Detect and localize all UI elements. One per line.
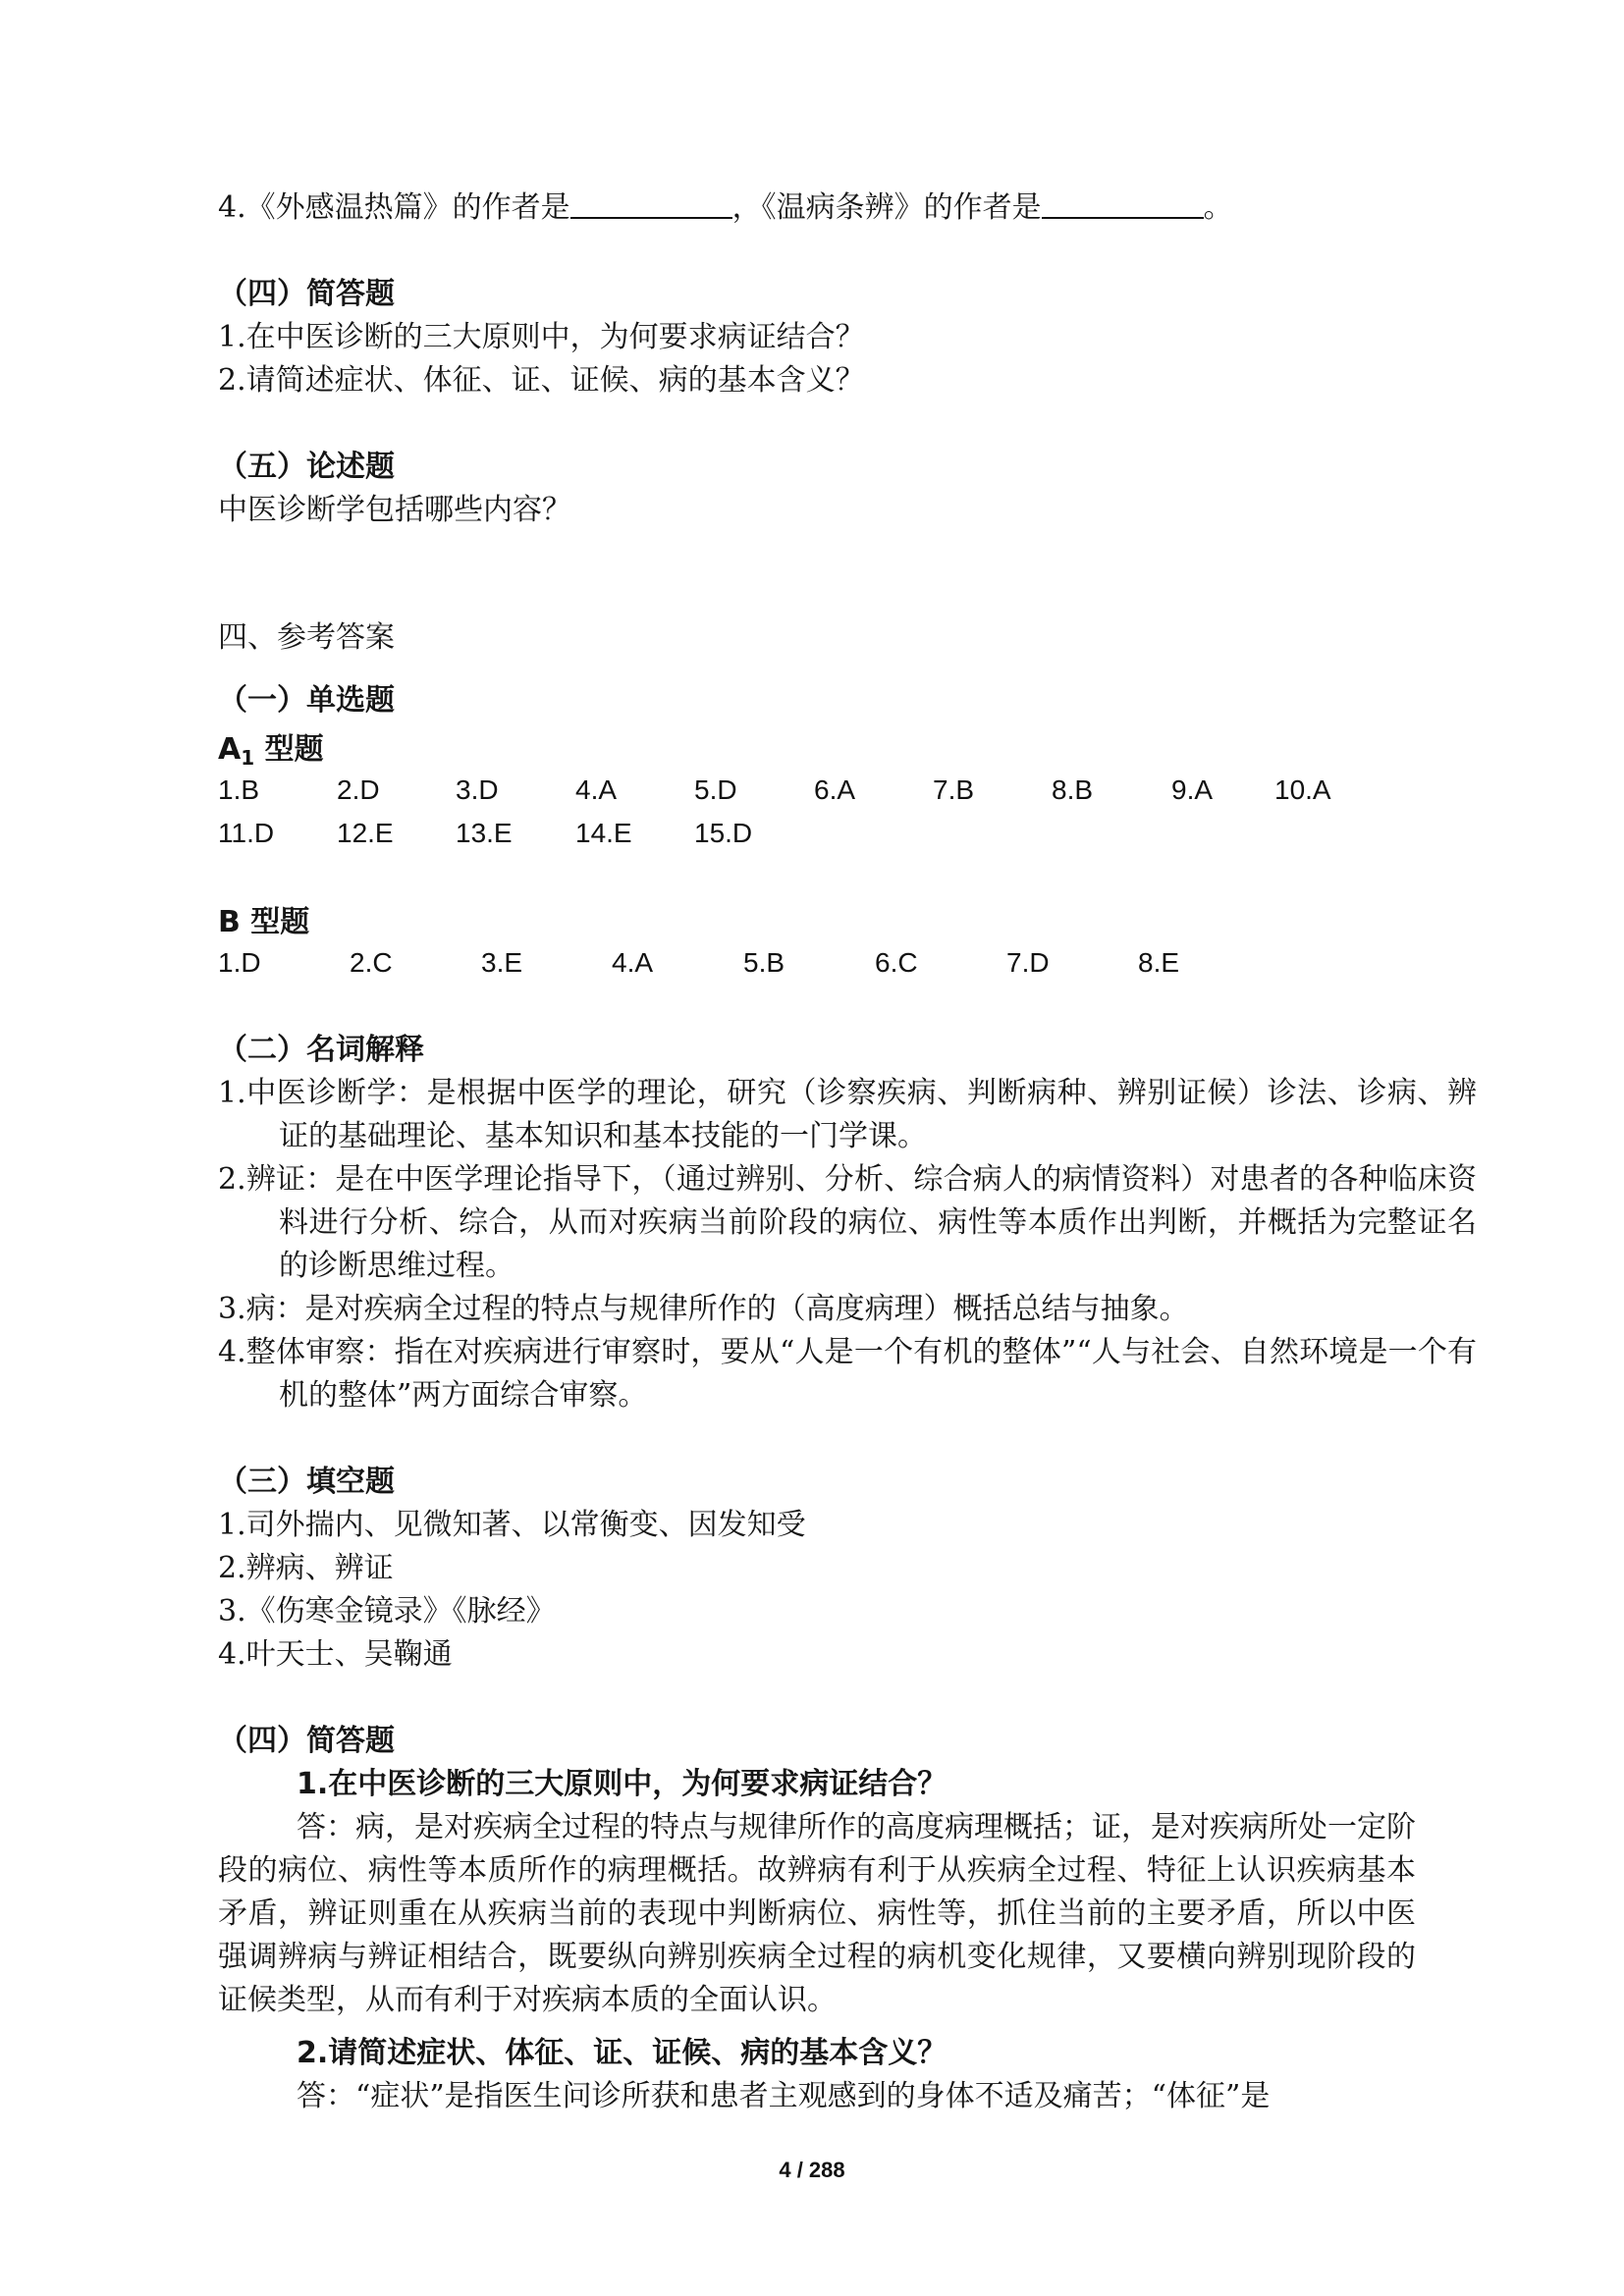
- fill-heading: （三）填空题: [218, 1465, 395, 1499]
- answer-item: 1.D: [218, 947, 261, 978]
- short-answer-question-1: 1.在中医诊断的三大原则中，为何要求病证结合？: [297, 1767, 947, 1801]
- a1-type-label: $A_1$ 型题: [218, 732, 324, 770]
- answer-item: 14.E: [575, 818, 632, 848]
- answer-item: 4.A: [575, 774, 618, 805]
- page-number: 4 / 288: [779, 2158, 845, 2182]
- answer-item: 11.D: [218, 818, 275, 848]
- short-question-2: 2.请简述症状、体征、证、证候、病的基本含义？: [218, 363, 865, 398]
- short-answer-heading: （四）简答题: [218, 277, 395, 311]
- answer-item: 7.D: [1006, 947, 1050, 978]
- b-type-label: B 型题: [218, 905, 310, 939]
- answer-item: 15.D: [694, 818, 753, 848]
- term-2: 2.辨证：是在中医学理论指导下，（通过辨别、分析、综合病人的病情资料）对患者的各种临床资料进行分析、综合，从而对疾病当前阶段的病位、病性等本质作出判断，并概括为完整证名的诊断思维过程。: [218, 1162, 1477, 1283]
- essay-heading: （五）论述题: [218, 450, 395, 484]
- short-question-1: 1.在中医诊断的三大原则中，为何要求病证结合？: [218, 320, 865, 354]
- answer-item: 7.B: [933, 774, 975, 805]
- short-answer-question-2: 2.请简述症状、体征、证、证候、病的基本含义？: [297, 2036, 947, 2070]
- answer-blank-2[interactable]: [1042, 187, 1204, 219]
- short-answers-heading: （四）简答题: [218, 1724, 395, 1758]
- short-answer-2: 答：“症状”是指医生问诊所获和患者主观感到的身体不适及痛苦；“体征”是: [297, 2079, 1271, 2113]
- term-3: 3.病：是对疾病全过程的特点与规律所作的（高度病理）概括总结与抽象。: [218, 1292, 1189, 1326]
- answer-item: 13.E: [456, 818, 513, 848]
- answer-item: 2.D: [337, 774, 380, 805]
- answer-blank-1[interactable]: [570, 187, 732, 219]
- term-1: 1.中医诊断学：是根据中医学的理论，研究（诊察疾病、判断病种、辨别证候）诊法、诊病、辨证的基础理论、基本知识和基本技能的一门学课。: [218, 1076, 1477, 1153]
- answer-item: 12.E: [337, 818, 394, 848]
- terms-heading: （二）名词解释: [218, 1033, 424, 1067]
- short-answer-1: 答：病，是对疾病全过程的特点与规律所作的高度病理概括；证，是对疾病所处一定阶段的病位、病性等本质所作的病理概括。故辨病有利于从疾病全过程、特征上认识疾病基本矛盾，辨证则重在从疾病当前的表现中判断病位、病性等，抓住当前的主要矛盾，所以中医强调辨病与辨证相结合，既要纵向辨别疾病全过程的病机变化规律，又要横向辨别现阶段的证候类型，从而有利于对疾病本质的全面认识。: [218, 1810, 1416, 2017]
- term-4: 4.整体审察：指在对疾病进行审察时，要从“人是一个有机的整体”“人与社会、自然环境是一个有机的整体”两方面综合审察。: [218, 1335, 1477, 1413]
- answers-heading: 四、参考答案: [218, 620, 395, 655]
- fill-answer-4: 4.叶天士、吴鞠通: [218, 1637, 453, 1672]
- answer-item: 2.C: [350, 947, 393, 978]
- answer-item: 3.E: [481, 947, 523, 978]
- answer-item: 3.D: [456, 774, 499, 805]
- fill-answer-3: 3.《伤寒金镜录》《脉经》: [218, 1594, 556, 1629]
- single-choice-heading: （一）单选题: [218, 683, 395, 718]
- answer-item: 5.B: [743, 947, 785, 978]
- answer-item: 4.A: [612, 947, 654, 978]
- answer-item: 8.E: [1138, 947, 1180, 978]
- answer-item: 10.A: [1274, 774, 1331, 805]
- answer-item: 9.A: [1171, 774, 1214, 805]
- fill-question-4: 4.《外感温热篇》的作者是 ，《温病条辨》的作者是 。: [218, 187, 1233, 230]
- answer-item: 6.A: [814, 774, 856, 805]
- essay-question: 中医诊断学包括哪些内容？: [218, 493, 571, 527]
- answer-item: 1.B: [218, 774, 260, 805]
- fill-answer-1: 1.司外揣内、见微知著、以常衡变、因发知受: [218, 1508, 806, 1542]
- answer-item: 8.B: [1052, 774, 1094, 805]
- answer-item: 5.D: [694, 774, 737, 805]
- fill-answer-2: 2.辨病、辨证: [218, 1551, 394, 1585]
- answer-item: 6.C: [875, 947, 918, 978]
